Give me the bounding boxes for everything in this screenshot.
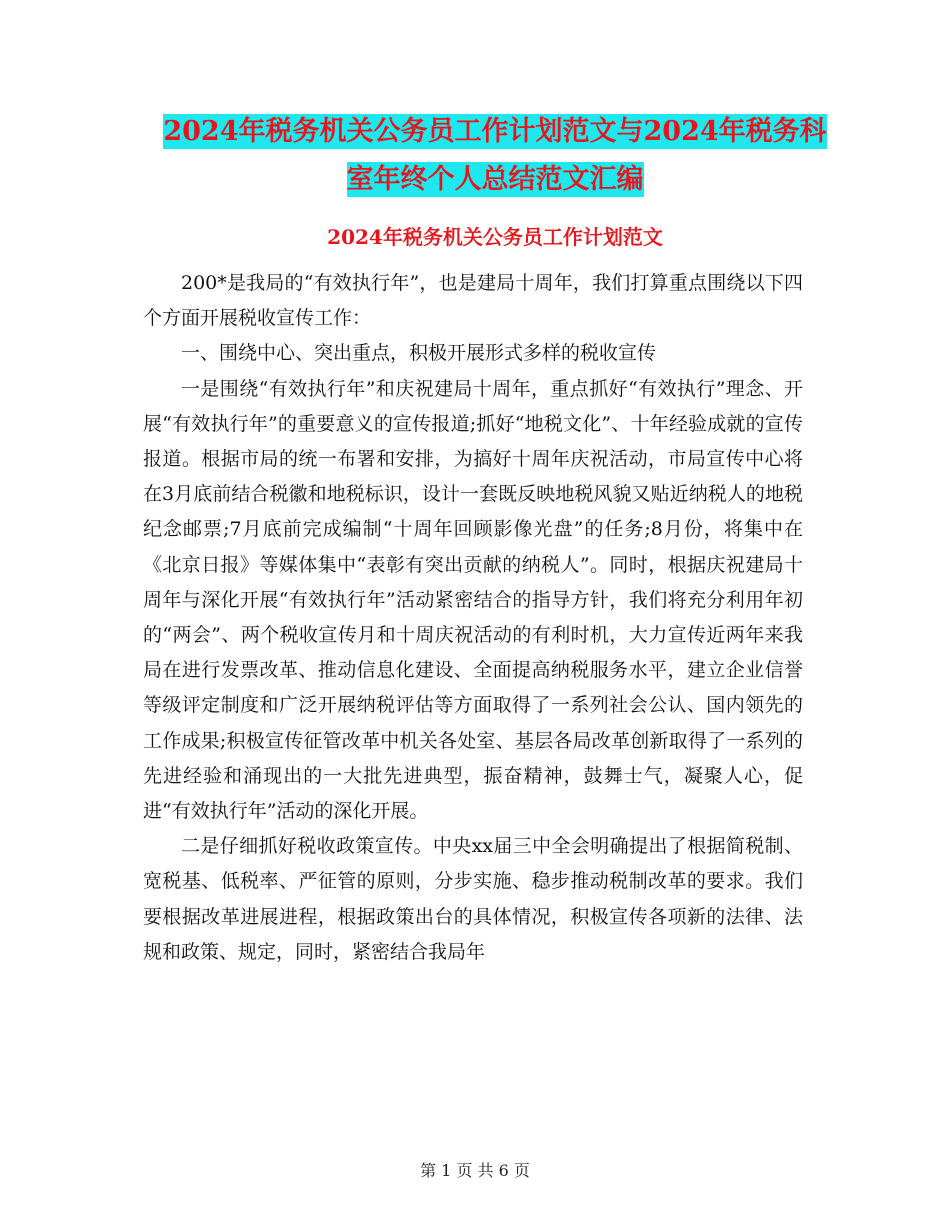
- paragraph-2: 一、围绕中心、突出重点，积极开展形式多样的税收宣传: [181, 342, 657, 365]
- document-body: [143, 266, 803, 970]
- main-title-line-1: 2024年税务机关公务员工作计划范文与2024年税务科: [163, 116, 827, 147]
- paragraph-3: 一是围绕“有效执行年”和庆祝建局十周年，重点抓好“有效执行”理念、开展“有效执行年”的重要意义的宣传报道;抓好“地税文化”、十年经验成就的宣传报道。根据市局的统一布署和安排，为搞好十周年庆祝活动，市局宣传中心将在3月底前结合税徽和地税标识，设计一套既反映地税风貌又贴近纳税人的地税纪念邮票;7月底前完成编制“十周年回顾影像光盘”的任务;8月份，将集中在《北京日报》等媒体集中“表彰有突出贡献的纳税人”。同时，根据庆祝建局十周年与深化开展“有效执行年”活动紧密结合的指导方针，我们将充分利用年初的“两会”、两个税收宣传月和十周庆祝活动的有利时机，大力宣传近两年来我局在进行发票改革、推动信息化建设、全面提高纳税服务水平，建立企业信誉等级评定制度和广泛开展纳税评估等方面取得了一系列社会公认、国内领先的工作成果;积极宣传征管改革中机关各处室、基层各局改革创新取得了一系列的先进经验和涌现出的一大批先进典型，振奋精神，鼓舞士气，凝聚人心，促进“有效执行年”活动的深化开展。: [143, 377, 803, 823]
- paragraph-4: 二是仔细抓好税收政策宣传。中央xx届三中全会明确提出了根据简税制、宽税基、低税率、严征管的原则，分步实施、稳步推动税制改革的要求。我们要根据改革进展进程，根据政策出台的具体情况，积极宣传各项新的法律、法规和政策、规定，同时，紧密结合我局年: [143, 835, 803, 963]
- page-number-footer: 第 1 页 共 6 页: [420, 1161, 530, 1180]
- document-main-title: [140, 108, 850, 204]
- section-title: 2024年税务机关公务员工作计划范文: [327, 225, 663, 249]
- main-title-line-2: 室年终个人总结范文汇编: [346, 164, 644, 195]
- paragraph-1: 200*是我局的“有效执行年”，也是建局十周年，我们打算重点围绕以下四个方面开展税收宣传工作：: [143, 272, 803, 330]
